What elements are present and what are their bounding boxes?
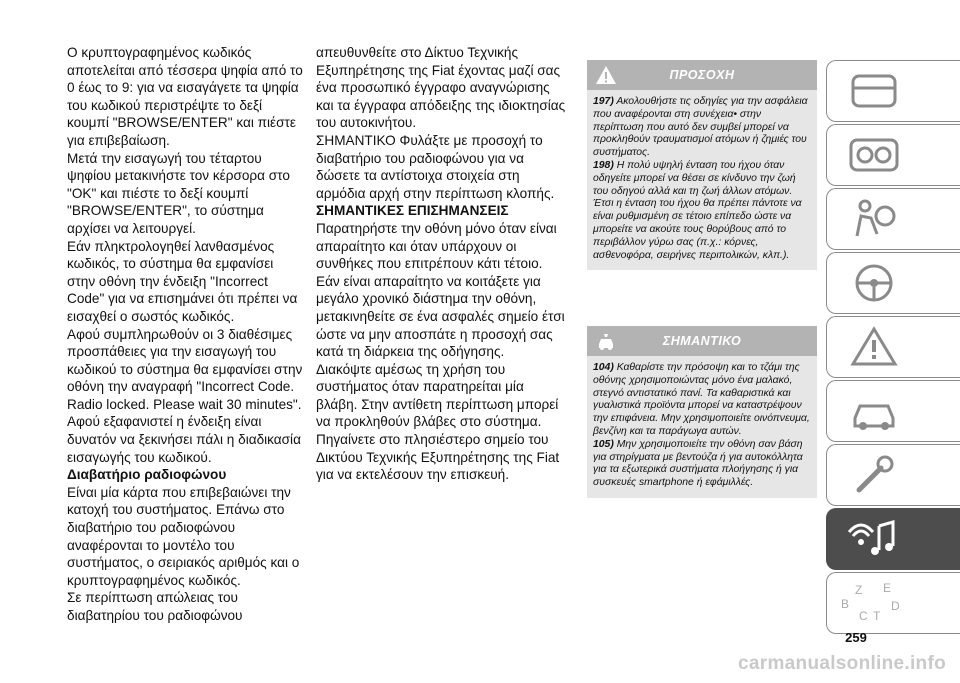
warning-box-header bbox=[587, 60, 817, 90]
important-box-header bbox=[587, 326, 817, 356]
paragraph: Εάν πληκτρολογηθεί λανθασμένος κωδικός, το σύστημα θα εμφανίσει στην οθόνη την ένδειξη "Incorrect Code" για να επισημάνει ότι πρέπει να εισαχθεί ο σωστός κωδικός. bbox=[67, 238, 298, 324]
paragraph: Είναι μία κάρτα που επιβεβαιώνει την κατοχή του συστήματος. Επάνω στο διαβατήριο του ραδιοφώνου αναφέρονται το μοντέλο του συστήματος, ο σειριακός αριθμός και ο κρυπτογραφημένος κωδικός. bbox=[67, 484, 300, 588]
car-overview-icon bbox=[847, 68, 901, 114]
paragraph: Μετά την εισαγωγή του τέταρτου ψηφίου μετακινήστε τον κέρσορα στο "OK" και πιέστε το δεξί κουμπί "BROWSE/ENTER", το σύστημα αρχίσει να λειτουργεί. bbox=[67, 150, 290, 236]
airbag-safety-icon bbox=[847, 196, 901, 242]
wrench-icon bbox=[847, 452, 901, 498]
alphabetical-index-icon bbox=[833, 580, 933, 626]
steering-wheel-icon bbox=[847, 260, 901, 306]
index-letter: C bbox=[859, 609, 868, 623]
paragraph: απευθυνθείτε στο Δίκτυο Τεχνικής Εξυπηρέτησης της Fiat έχοντας μαζί σας ένα προσωπικό έγγραφο αναγνώρισης και τα έγγραφα απόδειξης της ιδιοκτησίας του αυτοκινήτου. bbox=[316, 45, 566, 131]
text-column-left bbox=[67, 44, 305, 625]
note-item bbox=[593, 160, 811, 262]
tab-warning-lights[interactable] bbox=[826, 316, 960, 378]
note-text: Μην χρησιμοποιείτε την οθόνη σαν βάση για στηρίγματα με βεντούζα ή για αυτοκόλλητα για τα εξωτερικά συστήματα πλοήγησης ή για συσκευές smartphone ή εφάμιλλές. bbox=[593, 438, 803, 489]
tab-car-overview[interactable] bbox=[826, 60, 960, 122]
note-number: 105) bbox=[593, 438, 614, 450]
paragraph: Παρατηρήστε την οθόνη μόνο όταν είναι απαραίτητο και όταν υπάρχουν οι συνθήκες που επιτρέπουν κάτι τέτοιο. Εάν είναι απαραίτητο να κοιτάξετε για μεγάλο χρονικό διάστημα την οθόνη, μετακινηθείτε σε ένα ασφαλές σημείο έτσι ώστε να μην αποσπάτε η προσοχή σας κατά τη διάρκεια της οδήγησης. bbox=[316, 220, 565, 360]
tab-index[interactable] bbox=[826, 572, 960, 634]
text-column-middle bbox=[316, 44, 568, 484]
tab-multimedia[interactable] bbox=[826, 508, 960, 570]
index-letter: T bbox=[873, 609, 881, 623]
paragraph: Ο κρυπτογραφημένος κωδικός αποτελείται από τέσσερα ψηφία από το 0 έως το 9: για να εισαγάγετε τα ψηφία του κωδικού περιστρέψτε το δεξί κουμπί "BROWSE/ENTER" και πιέστε για επιβεβαίωση. bbox=[67, 45, 303, 148]
tab-dashboard[interactable] bbox=[826, 124, 960, 186]
note-number: 104) bbox=[593, 362, 614, 373]
warning-box-title: ΠΡΟΣΟΧΗ bbox=[669, 68, 735, 82]
index-letter: Z bbox=[855, 583, 863, 597]
note-text: Ακολουθήστε τις οδηγίες για την ασφάλεια που αναφέρονται στη συνέχεια• στην περίπτωση που αυτό δεν συμβεί μπορεί να προκληθούν τραυματισμοί ατόμων ή ζημιές του συστήματος. bbox=[593, 96, 808, 159]
note-text: Η πολύ υψηλή ένταση του ήχου όταν οδηγείτε μπορεί να θέσει σε κίνδυνο την ζωή του οδηγού αλλά και τη ζωή άλλων ατόμων. Έτσι η ένταση του ήχου θα πρέπει πάντοτε να είναι ρυθμισμένη σε τέτοιο επίπεδο ώστε να μπορείτε να ακούτε τους θορύβους από το περιβάλλον γύρω σας (π.χ.: κόρνες, ασθενοφόρα, σειρήνες περιπολικών, κλπ.). bbox=[593, 159, 802, 261]
paragraph: Αφού συμπληρωθούν οι 3 διαθέσιμες προσπάθειες για την εισαγωγή του κωδικού το σύστημα θα εμφανίσει στην οθόνη την αναγραφή "Incorrect Code. Radio locked. Please wait 30 minutes". Αφού εξαφανιστεί η ένδειξη είναι δυνατόν να ξεκινήσει πάλι η διαδικασία εισαγωγής του κωδικού. bbox=[67, 326, 303, 465]
paragraph: Σε περίπτωση απώλειας του διαβατηρίου του ραδιοφώνου bbox=[67, 590, 243, 623]
dashboard-icon bbox=[847, 132, 901, 178]
warning-box bbox=[587, 60, 817, 270]
index-letter: E bbox=[883, 581, 892, 595]
tab-safety[interactable] bbox=[826, 188, 960, 250]
page-number: 259 bbox=[845, 630, 867, 645]
tab-emergency[interactable] bbox=[826, 380, 960, 442]
note-item bbox=[593, 96, 811, 160]
paragraph: ΣΗΜΑΝΤΙΚΟ Φυλάξτε με προσοχή το διαβατήριο του ραδιοφώνου για να δώσετε τα αντίστοιχα στοιχεία στη αρμόδια αρχή στην περίπτωση κλοπής. bbox=[316, 132, 555, 201]
note-item bbox=[593, 439, 811, 490]
tab-maintenance[interactable] bbox=[826, 444, 960, 506]
index-letter: D bbox=[891, 599, 900, 613]
important-box bbox=[587, 326, 817, 498]
important-box-body bbox=[587, 356, 817, 498]
warning-box-body bbox=[587, 90, 817, 270]
warning-triangle-icon bbox=[847, 324, 901, 370]
section-heading: ΣΗΜΑΝΤΙΚΕΣ ΕΠΙΣΗΜΑΝΣΕΙΣ bbox=[316, 203, 509, 219]
important-box-title: ΣΗΜΑΝΤΙΚΟ bbox=[662, 334, 742, 348]
radio-music-icon bbox=[847, 516, 901, 562]
section-heading: Διαβατήριο ραδιοφώνου bbox=[67, 467, 227, 483]
note-number: 198) bbox=[593, 159, 614, 171]
car-maintenance-icon bbox=[847, 388, 901, 434]
note-item bbox=[593, 362, 811, 439]
note-number: 197) bbox=[593, 96, 614, 107]
index-letter: B bbox=[841, 597, 850, 611]
watermark: carmanualsonline.info bbox=[738, 653, 946, 674]
paragraph: Διακόψτε αμέσως τη χρήση του συστήματος όταν παρατηρείται μία βλάβη. Στην αντίθετη περίπτωση μπορεί να προκληθούν βλάβες στο σύστημα. Πηγαίνετε στο πλησιέστερο σημείο του Δικτύου Τεχνικής Εξυπηρέτησης της Fiat για να εκτελέσουν την επισκευή. bbox=[316, 361, 560, 483]
note-text: Καθαρίστε την πρόσοψη και το τζάμι της οθόνης χρησιμοποιώντας μόνο ένα μαλακό, στεγνό αντιστατικό πανί. Τα καθαριστικά και γυαλιστικά προϊόντα μπορεί να καταστρέψουν την επιφάνεια. Μην χρησιμοποιείτε οινόπνευμα, βενζίνη και τα παράγωγα αυτών. bbox=[593, 362, 810, 437]
tab-starting-driving[interactable] bbox=[826, 252, 960, 314]
